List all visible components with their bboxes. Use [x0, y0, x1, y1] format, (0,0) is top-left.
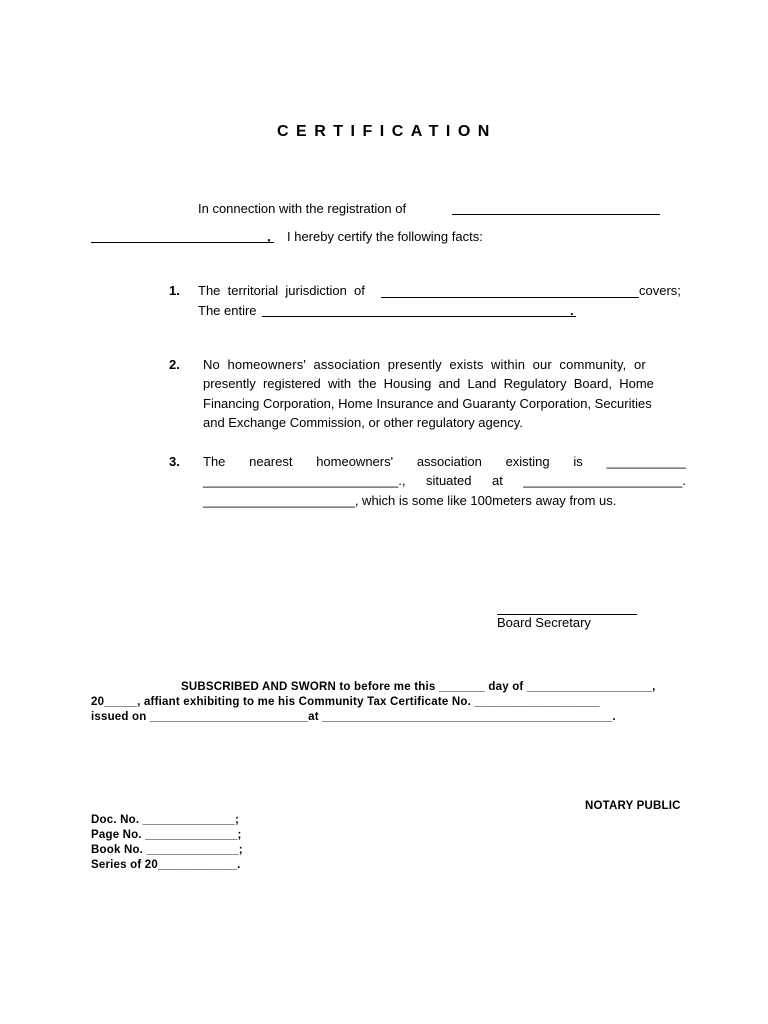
document-title: CERTIFICATION [277, 123, 497, 140]
notary-public-label: NOTARY PUBLIC [585, 800, 681, 812]
item-2-line-2: presently registered with the Housing and Land Regulatory Board, Home [203, 376, 654, 391]
association-name-blank: ___________ [606, 454, 686, 469]
item-2-line-1: No homeowners' association presently exists within our community, or [203, 357, 646, 372]
item-3-word: nearest [249, 454, 293, 469]
item-1-line-1-start: The territorial jurisdiction of [198, 283, 365, 298]
series-line: Series of 20____________. [91, 859, 241, 871]
board-secretary-label: Board Secretary [497, 615, 591, 630]
location-blank: ______________________. [523, 473, 686, 488]
item-3-word: The [203, 454, 226, 469]
item-2-line-4: and Exchange Commission, or other regulatory agency. [203, 415, 523, 430]
doc-no-line: Doc. No. ______________; [91, 814, 240, 826]
item-3-word: homeowners' [316, 454, 394, 469]
jurat-line-3: issued on ________________________at ____________________________________________. [91, 711, 616, 723]
item-1-number: 1. [169, 283, 180, 298]
intro-line-1: In connection with the registration of [198, 201, 407, 216]
item-2-line-3: Financing Corporation, Home Insurance and Guaranty Corporation, Securities [203, 396, 652, 411]
item-1-line-1-end: covers; [639, 283, 681, 298]
entire-area-blank [262, 316, 576, 317]
item-3-line-1 [203, 454, 686, 469]
item-3-word: existing [505, 454, 550, 469]
jurat-line-1: SUBSCRIBED AND SWORN to before me this _______ day of ___________________, [181, 681, 656, 693]
item-3-situated: situated [425, 473, 472, 488]
book-no-line: Book No. ______________; [91, 844, 243, 856]
item-3-number: 3. [169, 454, 180, 469]
item-3-line-3: _____________________, which is some like 100meters away from us. [203, 493, 617, 508]
intro-comma: , [267, 229, 271, 244]
item-3-word: is [573, 454, 583, 469]
page-no-line: Page No. ______________; [91, 829, 242, 841]
item-1-line-2-end: . [570, 303, 574, 318]
registration-name-blank [452, 214, 660, 215]
item-3-at: at [491, 473, 503, 488]
association-name-cont-blank: ___________________________., [203, 473, 406, 488]
item-2-number: 2. [169, 357, 180, 372]
intro-line-2: I hereby certify the following facts: [287, 229, 483, 244]
item-1-line-2-start: The entire [198, 303, 257, 318]
jurat-line-2: 20_____, affiant exhibiting to me his Community Tax Certificate No. ___________________ [91, 696, 600, 708]
jurisdiction-blank [381, 297, 639, 298]
item-3-line-2 [203, 473, 686, 488]
registrant-blank [91, 242, 274, 243]
item-3-word: association [416, 454, 482, 469]
